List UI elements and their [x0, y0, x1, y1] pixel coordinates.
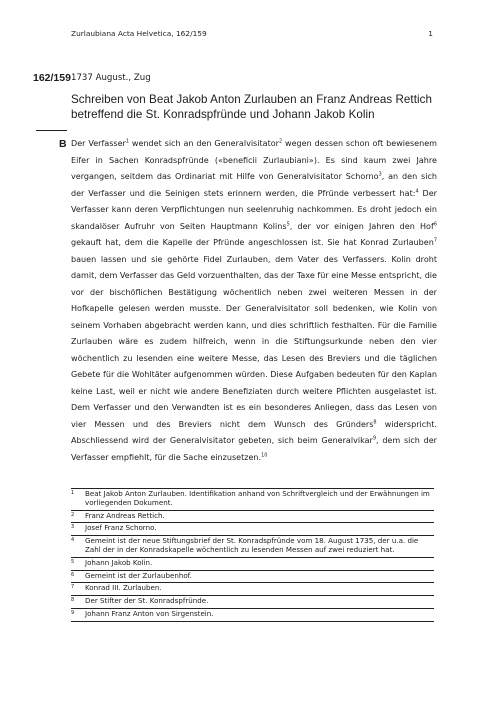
footnote-text: Johann Franz Anton von Sirgenstein.: [85, 608, 214, 618]
section-letter: B: [59, 138, 67, 150]
footnote: [71, 535, 434, 557]
document-title: Schreiben von Beat Jakob Anton Zurlauben an Franz Andreas Rettich betreffend die St. Konradspfründe und Johann Jakob Kolin: [71, 93, 432, 121]
footnote-marker: 5: [286, 220, 290, 227]
footnote-marker: 7: [433, 237, 437, 244]
footnote-number: 5: [71, 558, 75, 565]
footnote-marker: 2: [278, 138, 283, 145]
footnotes-block: [71, 488, 434, 622]
body-paragraph: [71, 136, 437, 466]
footnote-number: 7: [71, 584, 75, 591]
footnote-marker: 4: [415, 187, 419, 194]
footnote-text: Beat Jakob Anton Zurlauben. Identifikation anhand von Schriftvergleich und der Erwähnungen im vorliegenden Dokument.: [85, 489, 430, 507]
footnote-text: Johann Jakob Kolin.: [85, 557, 153, 567]
footnote: [71, 488, 434, 510]
footnote: [71, 608, 434, 622]
body-text-segment: wegen dessen schon oft bewiesenem Eifer in Sachen Konradspfründe («beneficii Zurlaubiani»). Es sind kaum zwei Jahre vergangen, seitdem das Ordinariat mit Hilfe von Generalvisitator Schorno: [71, 139, 438, 181]
document-date-place: 1737 August., Zug: [71, 73, 151, 83]
footnote-text: Gemeint ist der neue Stiftungsbrief der St. Konradspfründe vom 18. August 1735, der u.a. die Zahl der in der Konradskapelle wöchentlich zu lesenden Messen auf zwei reduziert hat.: [85, 536, 419, 554]
body-text-segment: Der Verfasser: [71, 139, 126, 148]
footnote-marker: 8: [373, 418, 377, 425]
footnote-marker: 3: [378, 171, 382, 178]
footnote-text: Josef Franz Schorno.: [85, 523, 157, 533]
running-title: Zurlaubiana Acta Helvetica, 162/159: [71, 29, 207, 38]
body-text-segment: Der Verfasser kann deren Verpflichtungen nun seelenruhig nachkommen. Es droht jedoch ein skandalöser Aufruhr von Seiten Hauptmann Kolins: [71, 188, 437, 231]
footnote-text: Franz Andreas Rettich.: [85, 510, 165, 520]
footnote-number: 4: [71, 537, 75, 544]
footnote-text: Konrad III. Zurlauben.: [85, 583, 162, 593]
footnote: [71, 557, 434, 570]
footnote-number: 8: [71, 597, 75, 604]
page-number: 1: [428, 29, 433, 38]
footnote: [71, 522, 434, 535]
footnote: [71, 582, 434, 595]
body-text-segment: , an den sich der Verfasser und die Seinigen stets erinnern werden, die Pfründe verbessert hat:: [71, 172, 438, 198]
footnote-number: 9: [71, 609, 75, 616]
footnote-number: 1: [71, 490, 75, 496]
footnote-number: 2: [71, 511, 75, 518]
footnote-number: 6: [71, 571, 75, 578]
footnote-marker: 9: [372, 435, 377, 442]
footnote-number: 3: [71, 524, 75, 531]
regest-body: [71, 136, 437, 466]
footnote: [71, 570, 434, 583]
body-text-segment: , dem sich der Verfasser empfiehlt, für die Sache einzusetzen.: [71, 436, 437, 462]
section-divider: [36, 130, 67, 131]
document-number: 162/159: [33, 72, 71, 84]
body-text-segment: widerspricht. Abschliessend wird der Generalvisitator gebeten, sich beim Generalvikar: [71, 419, 437, 445]
footnote-marker: 10: [261, 451, 268, 458]
footnote-marker: 1: [125, 138, 130, 145]
body-text-segment: bauen lassen und sie gehörte Fidel Zurlauben, dem Vater des Verfassers. Kolin droht damit, dem Verfasser das Geld vorzuenthalten, das der Taxe für eine Messe entspricht, die vor der bischöflichen Bestätigung wöchentlich neben zwei weiteren Messen in der Hofkapelle gelesen werden musste. Der Generalvisitator soll bedenken, wie Kolin von seinem Vorhaben abgebracht werden kann, und dies schriftlich festhalten. Für die Familie Zurlauben wäre es zudem hilfreich, wenn in die Stiftungsurkunde neben den vier wöchentlich zu lesenden eine weitere Messe, das Lesen des Breviers und die täglichen Gebete für die Wohltäter aufgenommen würden. Diese Aufgaben bedeuten für den Kaplan keine Last, weil er nicht wie andere Benefiziaten durch weitere Pflichten ausgelastet ist. Dem Verfasser und den Verwandten ist es ein besonderes Anliegen, dass das Lesen von vier Messen und des Breviers nicht dem Wunsch des Gründers: [71, 254, 437, 429]
body-text-segment: , der vor einigen Jahren den Hof: [289, 221, 434, 231]
footnote-marker: 6: [433, 220, 437, 227]
body-text-segment: wendet sich an den Generalvisitator: [129, 139, 279, 148]
footnote-text: Der Stifter der St. Konradspfründe.: [85, 596, 209, 606]
running-head: [71, 29, 433, 38]
footnote-text: Gemeint ist der Zurlaubenhof.: [85, 570, 192, 580]
footnote: [71, 510, 434, 523]
body-text-segment: gekauft hat, dem die Kapelle der Pfründe angeschlossen ist. Sie hat Konrad Zurlauben: [71, 238, 434, 247]
footnote: [71, 595, 434, 608]
